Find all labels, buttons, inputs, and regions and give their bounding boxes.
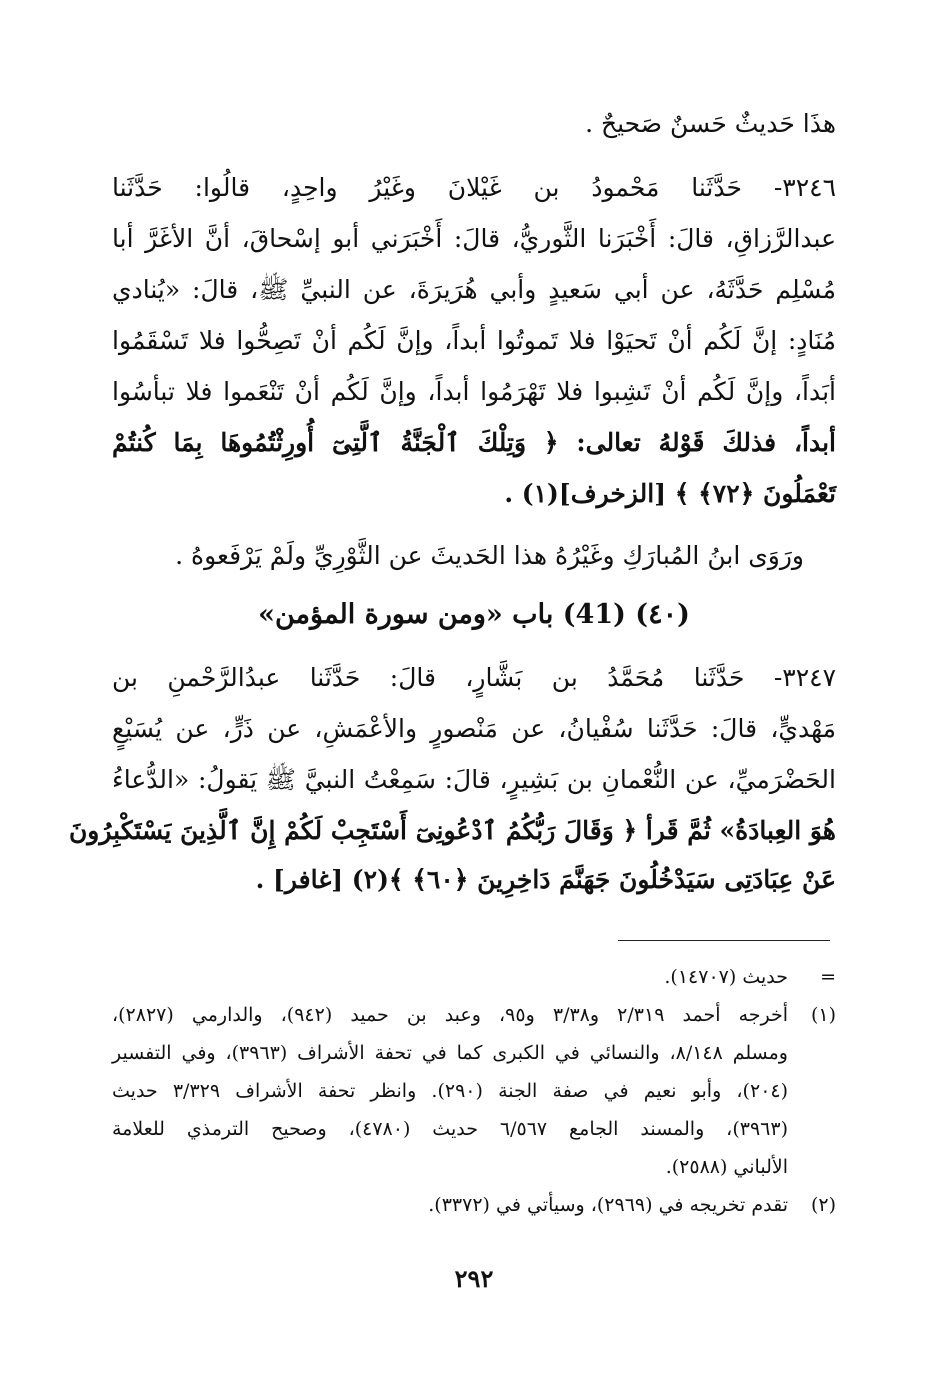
footnote-mark: (٢) [810, 1194, 836, 1216]
footnote-text: حديث (١٤٧٠٧). [664, 966, 788, 988]
footnote-text: ومسلم ٨/١٤٨، والنسائي في الكبرى كما في تحفة الأشراف (٣٩٦٣)، وفي التفسير [112, 1042, 788, 1064]
page-number: ٢٩٢ [454, 1264, 494, 1293]
hadith-3246-line: عبدالرَّزاقِ، قالَ: أَخْبَرَنا الثَّوريُّ، قالَ: أَخْبَرَني أبو إسْحاقَ، أنَّ الأغَرَّ أبا [112, 224, 836, 253]
footnote-text: تقدم تخريجه في (٢٩٦٩)، وسيأتي في (٣٣٧٢). [428, 1194, 788, 1216]
footnote-divider [618, 940, 830, 941]
hadith-3247-line: الحَضْرَميِّ، عن النُّعْمانِ بن بَشِيرٍ، قالَ: سَمِعْتُ النبيَّ ﷺ يَقولُ: «الدُّعاءُ [112, 765, 836, 794]
hadith-3246-line: أبداً، فذلكَ قَوْلهُ تعالى: ﴿ وَتِلْكَ ٱلْجَنَّةُ ٱلَّتِىٓ أُورِثْتُمُوهَا بِمَا كُنتُمْ [112, 428, 836, 457]
hadith-3247-line: ٣٢٤٧- حَدَّثَنا مُحَمَّدُ بن بَشَّارٍ، قالَ: حَدَّثَنا عبدُالرَّحْمنِ بن [112, 663, 836, 692]
hadith-3246-line: مُسْلِم حَدَّثَهُ، عن أبي سَعيدٍ وأبي هُرَيرَةَ، عن النبيِّ ﷺ، قالَ: «يُنادي [112, 275, 837, 304]
hadith-3246-line: أبَداً، وإنَّ لَكُم أنْ تَشِبوا فلا تَهْرَمُوا أبداً، وإنَّ لَكُم أنْ تَنْعَموا فلا تبأسُوا [112, 377, 836, 406]
hadith-3246-line: ٣٢٤٦- حَدَّثَنا مَحْمودُ بن غَيْلانَ وغَيْرُ واحِدٍ، قالُوا: حَدَّثَنا [112, 173, 836, 202]
footnote-mark: = [820, 966, 836, 988]
footnote-text: أخرجه أحمد ٢/٣١٩ و٣/٣٨ و٩٥، وعبد بن حميد (٩٤٢)، والدارمي (٢٨٢٧)، [112, 1004, 789, 1026]
footnote-text: (٢٠٤)، وأبو نعيم في صفة الجنة (٢٩٠). وانظر تحفة الأشراف ٣/٣٢٩ حديث [112, 1080, 789, 1102]
hadith-3247-line: هُوَ العِبادَةُ» ثُمَّ قَرأ ﴿ وَقَالَ رَبُّكُمُ ٱدْعُونِىٓ أَسْتَجِبْ لَكُمْ إِنَّ ٱلَّذِينَ يَسْتَكْبِرُونَ [68, 816, 836, 845]
chapter-number-arabic: (٤٠) [635, 599, 690, 630]
hadith-3246-line: تَعْمَلُونَ ﴿٧٢﴾ ﴾ [الزخرف](١) . [504, 479, 836, 508]
hadith-3246-line: مُنَادٍ: إنَّ لَكُم أنْ تَحيَوْا فلا تَموتُوا أبداً، وإنَّ لَكُم أنْ تَصِحُّوا فلا تَسْقَمُوا [112, 326, 836, 355]
hadith-3247-line: عَنْ عِبَادَتِى سَيَدْخُلُونَ جَهَنَّمَ دَاخِرِينَ ﴿٦٠﴾ ﴾(٢) [غافر] . [255, 865, 836, 894]
intro-line: هذَا حَديثٌ حَسنٌ صَحيحٌ . [585, 109, 836, 138]
chapter-number-latin: (41) [562, 599, 626, 630]
chapter-title: باب «ومن سورة المؤمن» [258, 599, 554, 630]
footnote-text: الألباني (٢٥٨٨). [665, 1156, 788, 1178]
footnote-mark: (١) [810, 1004, 836, 1026]
narration-note: ورَوَى ابنُ المُبارَكِ وغَيْرُهُ هذا الحَديثَ عن الثَّوْرِيِّ ولَمْ يَرْفَعوهُ . [175, 541, 804, 570]
chapter-heading [0, 596, 948, 634]
footnote-text: (٣٩٦٣)، والمسند الجامع ٦/٥٦٧ حديث (٤٧٨٠)، وصحيح الترمذي للعلامة [112, 1118, 788, 1140]
hadith-3247-line: مَهْديٍّ، قالَ: حَدَّثَنا سُفْيانُ، عن مَنْصورٍ والأعْمَشِ، عن ذَرٍّ، عن يُسَيْعٍ [112, 714, 836, 743]
